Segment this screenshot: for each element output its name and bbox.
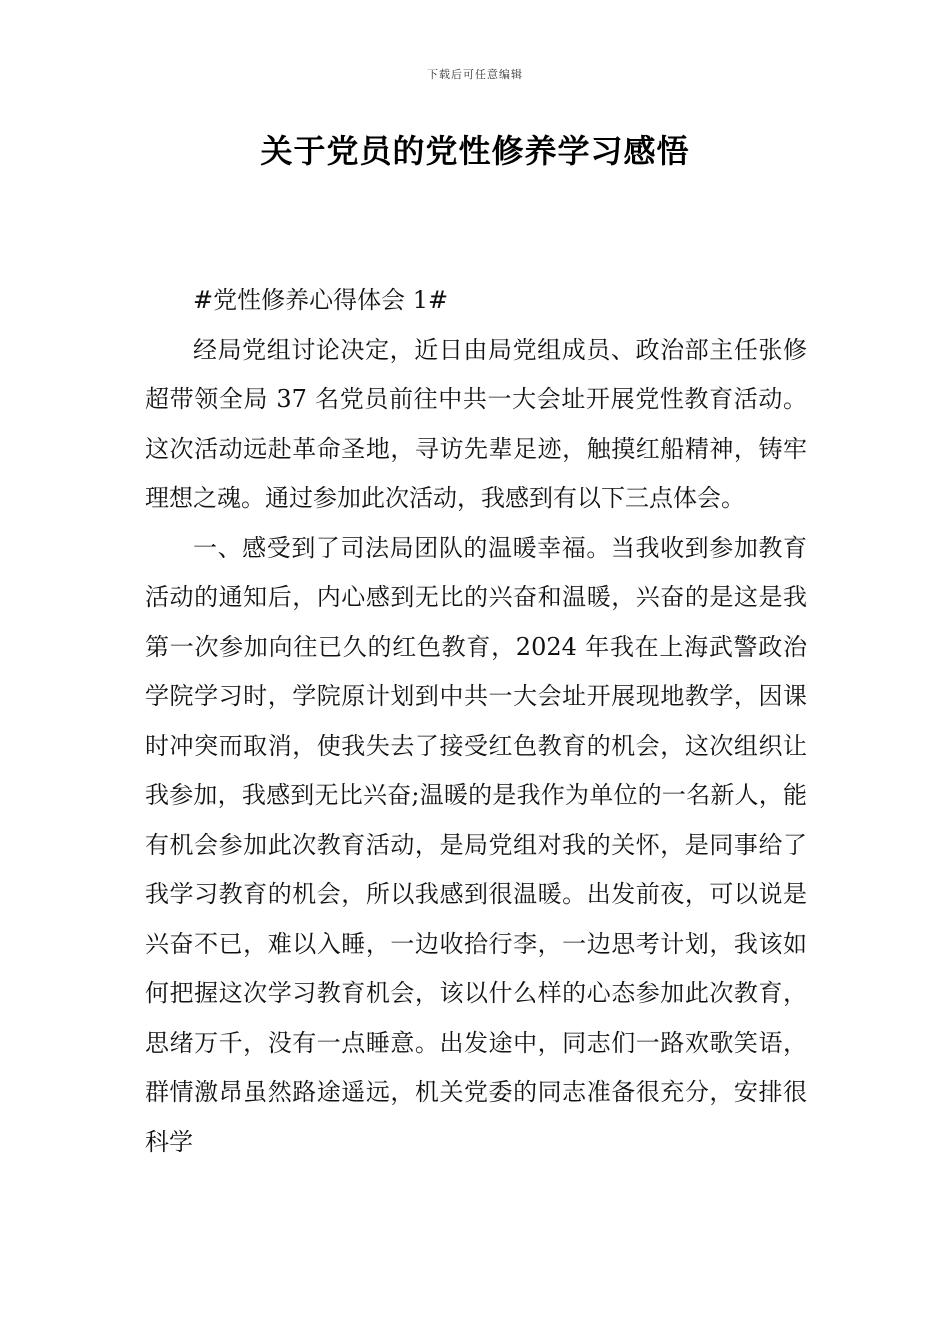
header-note: 下载后可任意编辑: [427, 68, 523, 81]
subheading: #党性修养心得体会 1#: [193, 286, 449, 314]
document-body: [145, 276, 807, 1167]
paragraph: 一、感受到了司法局团队的温暖幸福。当我收到参加教育活动的通知后，内心感到无比的兴奋和温暖，兴奋的是这是我第一次参加向往已久的红色教育，2024 年我在上海武警政治学院学习时，学院原计划到中共一大会址开展现地教学，因课时冲突而取消，使我失去了接受红色教育的机会，这次组织让我参加，我感到无比兴奋;温暖的是我作为单位的一名新人，能有机会参加此次教育活动，是局党组对我的关怀，是同事给了我学习教育的机会，所以我感到很温暖。出发前夜，可以说是兴奋不已，难以入睡，一边收拾行李，一边思考计划，我该如何把握这次学习教育机会，该以什么样的心态参加此次教育，思绪万千，没有一点睡意。出发途中，同志们一路欢歌笑语，群情激昂虽然路途遥远，机关党委的同志准备很充分，安排很科学: [145, 533, 807, 1156]
document-title: 关于党员的党性修养学习感悟: [260, 132, 690, 170]
paragraph: 经局党组讨论决定，近日由局党组成员、政治部主任张修超带领全局 37 名党员前往中共一大会址开展党性教育活动。这次活动远赴革命圣地，寻访先辈足迹，触摸红船精神，铸牢理想之魂。通过参加此次活动，我感到有以下三点体会。: [145, 335, 807, 512]
